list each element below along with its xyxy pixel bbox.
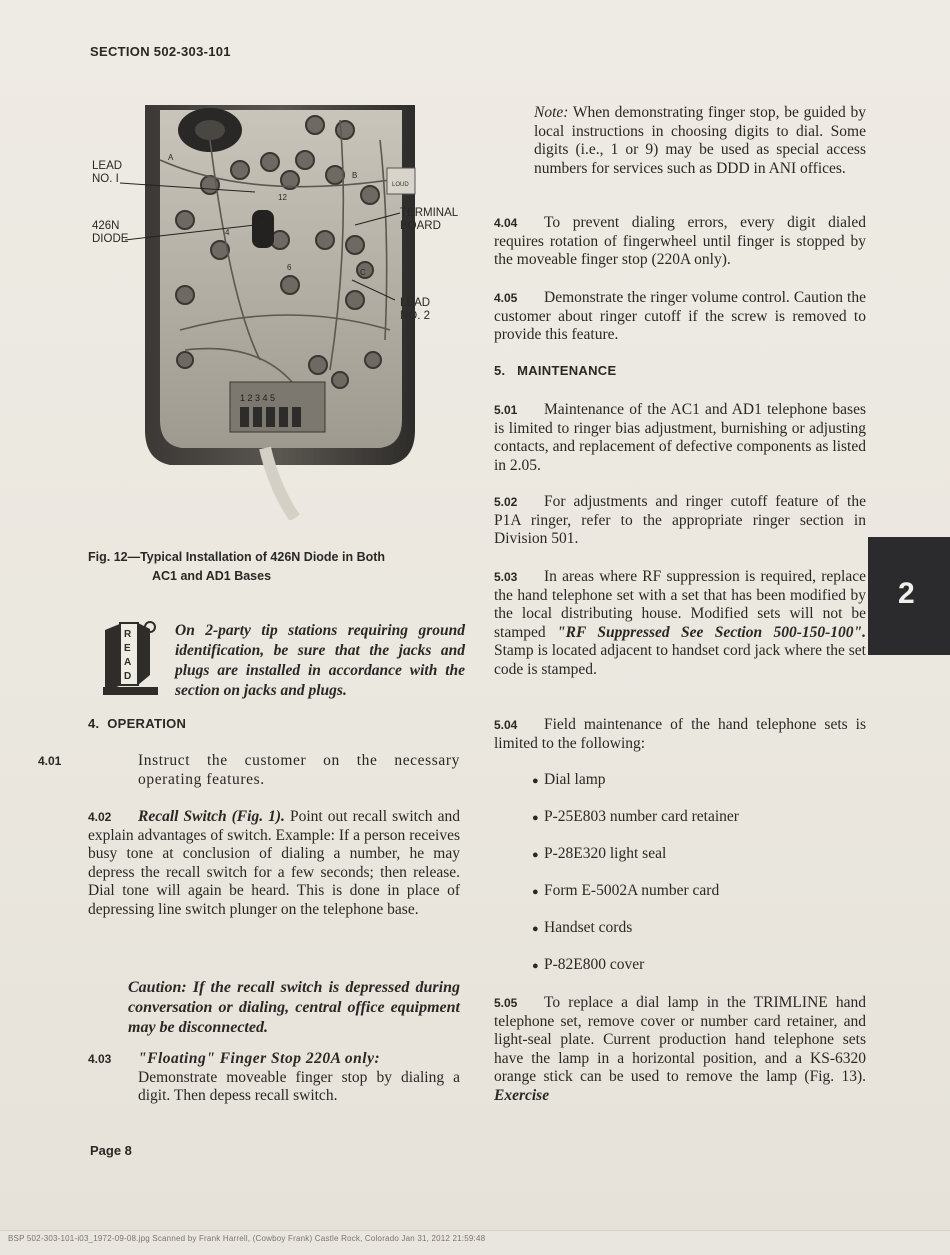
svg-text:A: A — [124, 657, 132, 668]
caution-note: Caution: If the recall switch is depressed during conversation or dialing, central office equipment may be disconnected. — [128, 979, 460, 1036]
list-item: ● P-82E800 cover — [532, 956, 645, 973]
paragraph-4-05: 4.05 Demonstrate the ringer volume control. Caution the customer about ringer cutoff if the screw is removed to provide this feature. — [494, 289, 866, 344]
maintenance-list — [494, 771, 866, 993]
point-4-label: 4 — [225, 228, 230, 237]
loud-label: LOUD — [392, 182, 409, 188]
scan-footer-text: BSP 502-303-101-i03_1972-09-08.jpg Scanned by Frank Harrell, (Cowboy Frank) Castle Rock, Colorado Jan 31, 2012 21:59:48 — [8, 1234, 486, 1243]
list-item: ● Handset cords — [532, 919, 633, 936]
point-c-label: C — [360, 268, 366, 277]
paragraph-4-01: 4.01 Instruct the customer on the necessary operating features. — [38, 752, 460, 788]
caption-line-2: AC1 and AD1 Bases — [152, 569, 272, 583]
svg-text:E: E — [124, 643, 131, 654]
caption-line-1: Fig. 12—Typical Installation of 426N Diode in Both — [88, 550, 386, 564]
paragraph-5-02: 5.02 For adjustments and ringer cutoff feature of the P1A ringer, refer to the appropriate ringer section in Division 501. — [494, 493, 866, 548]
division-tab — [868, 537, 950, 655]
section-header: SECTION 502-303-101 — [90, 44, 231, 59]
read-note — [100, 615, 470, 699]
terminal-block-numbers: 1 2 3 4 5 — [240, 393, 276, 403]
paragraph-5-04: 5.04 Field maintenance of the hand telephone sets is limited to the following: — [494, 716, 866, 752]
note-finger-stop: Note: When demonstrating finger stop, be guided by local instructions in choosing digits to dial. Some digits (i.e., 1 or 9) may be used as special access numbers for services such as DDD in ANI offices. — [534, 104, 866, 177]
point-5-label: 5 — [260, 218, 265, 227]
point-b-label: B — [352, 171, 358, 180]
lead-no1-callout: LEAD NO. I — [92, 160, 123, 185]
terminal-board-callout: TERMINAL BOARD — [400, 207, 459, 232]
list-item: ● Form E-5002A number card — [532, 882, 720, 899]
svg-text:R: R — [124, 629, 132, 640]
point-a-label: A — [168, 153, 174, 162]
paragraph-5-03: 5.03 In areas where RF suppression is required, replace the hand telephone set with a set that has been modified by the local distributing house. Modified sets will not be stamped "RF Suppressed See Section 500-150-100". Stamp is located adjacent to handset cord jack where the set code is stamped. — [494, 568, 866, 678]
figure-caption — [88, 548, 460, 586]
list-item: ● P-28E320 light seal — [532, 845, 667, 862]
list-item: ● Dial lamp — [532, 771, 606, 788]
diode-426n-callout: 426N DIODE — [92, 220, 129, 245]
paragraph-4-03: 4.03 "Floating" Finger Stop 220A only: Demonstrate moveable finger stop by dialing a digit. Then depess recall switch. — [88, 1050, 460, 1105]
point-12-label: 12 — [278, 193, 287, 202]
section-5-heading: 5. MAINTENANCE — [494, 363, 617, 378]
read-note-text: On 2-party tip stations requiring ground identification, be sure that the jacks and plugs are installed in accordance with the section on jacks and plugs. — [175, 622, 465, 699]
paragraph-5-01: 5.01 Maintenance of the AC1 and AD1 telephone bases is limited to ringer bias adjustment, burnishing or adjusting contacts, and replacement of defective components as listed in 2.05. — [494, 401, 866, 474]
division-tab-number: 2 — [898, 577, 915, 610]
page-number: Page 8 — [90, 1143, 132, 1158]
section-4-heading: 4. OPERATION — [88, 716, 187, 731]
paragraph-4-02: 4.02 Recall Switch (Fig. 1). Point out recall switch and explain advantages of switch. Example: If a person receives busy tone at conclusion of dialing a number, he may depress the recall switch for a few seconds; then release. Dial tone will again be heard. This is done in place of depressing line switch plunger on the telephone base. — [88, 808, 460, 918]
lead-no2-callout: LEAD NO. 2 — [400, 297, 431, 322]
svg-text:D: D — [124, 671, 132, 682]
paragraph-5-05: 5.05 To replace a dial lamp in the TRIMLINE hand telephone set, remove cover or number card retainer, and light-seal plate. Current production hand telephone sets have the lamp in a horizontal position, and a KS-6320 orange stick can be used to remove the lamp (Fig. 13). Exercise — [494, 994, 866, 1104]
paragraph-4-04: 4.04 To prevent dialing errors, every digit dialed requires rotation of fingerwheel until finger is stopped by the moveable finger stop (220A only). — [494, 214, 866, 269]
read-book-icon — [100, 615, 170, 695]
point-6-label: 6 — [287, 263, 292, 272]
list-item: ● P-25E803 number card retainer — [532, 808, 739, 825]
